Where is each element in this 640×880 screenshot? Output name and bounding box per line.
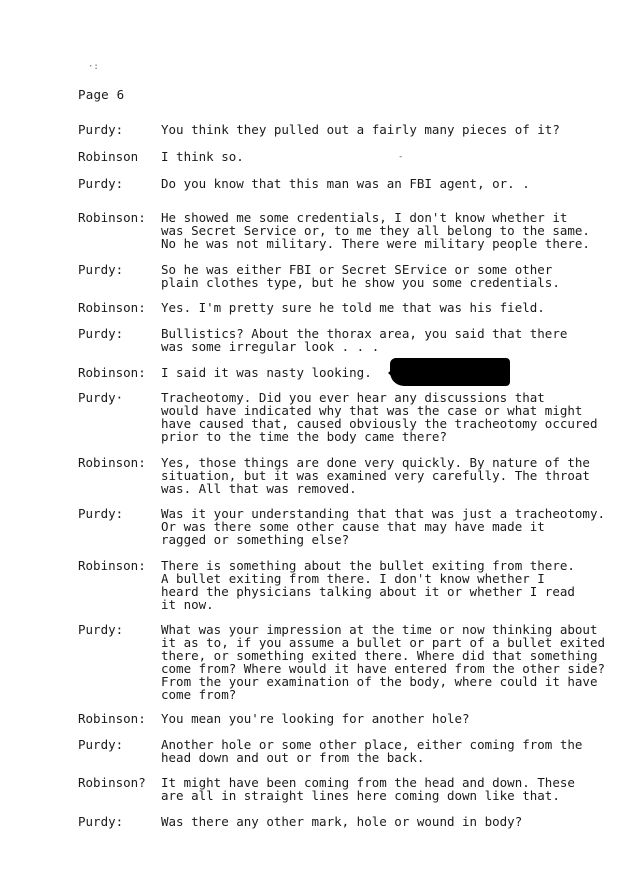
speaker-label: Purdy:	[78, 176, 124, 191]
speaker-label: Purdy:	[78, 326, 124, 341]
speaker-label: Purdy:	[78, 506, 124, 521]
redaction-mark	[390, 358, 510, 386]
transcript-entry	[78, 623, 630, 701]
utterance-text: He showed me some credentials, I don't know whether it was Secret Service or, to me they all belong to the same. No he was not military. There were military people there.	[161, 210, 590, 251]
utterance-text: Tracheotomy. Did you ever hear any discussions that would have indicated why that was the case or what might have caused that, caused obviously the tracheotomy occured prior to the time the body came there?	[161, 390, 598, 444]
transcript-entry	[78, 738, 630, 764]
speaker-label: Robinson:	[78, 365, 146, 380]
speaker-label: Robinson:	[78, 455, 146, 470]
speaker-label: Purdy:	[78, 122, 124, 137]
speaker-label: Robinson?	[78, 775, 146, 790]
transcript-entry	[78, 150, 630, 163]
scan-speck: ·:	[88, 62, 99, 72]
speaker-label: Purdy:	[78, 737, 124, 752]
utterance-text: You mean you're looking for another hole?	[161, 711, 470, 726]
speaker-label: Purdy:	[78, 814, 124, 829]
transcript-entry	[78, 366, 630, 379]
transcript-entry	[78, 456, 630, 495]
scan-mark: -	[398, 152, 404, 162]
utterance-text: Another hole or some other place, either coming from the head down and out or from the back.	[161, 737, 583, 765]
utterance-text: Bullistics? About the thorax area, you said that there was some irregular look . . .	[161, 326, 568, 354]
speaker-label: Robinson:	[78, 210, 146, 225]
transcript-entry	[78, 211, 630, 250]
speaker-label: Purdy·	[78, 390, 124, 405]
transcript-entry	[78, 263, 630, 289]
transcript-entry	[78, 559, 630, 611]
utterance-text: Do you know that this man was an FBI agent, or. .	[161, 176, 530, 191]
utterance-text: Was there any other mark, hole or wound in body?	[161, 814, 523, 829]
speaker-label: Purdy:	[78, 622, 124, 637]
speaker-label: Robinson:	[78, 711, 146, 726]
transcript-entry	[78, 301, 630, 314]
utterance-text: So he was either FBI or Secret SErvice or some other plain clothes type, but he show you some credentials.	[161, 262, 560, 290]
utterance-text: Was it your understanding that that was just a tracheotomy. Or was there some other cause that may have made it ragged or something else?	[161, 506, 606, 547]
transcript-entry	[78, 507, 630, 546]
page-number: Page 6	[78, 87, 125, 102]
speaker-label: Robinson:	[78, 300, 146, 315]
speaker-label: Robinson:	[78, 558, 146, 573]
utterance-text: Yes. I'm pretty sure he told me that was his field.	[161, 300, 545, 315]
utterance-text: I think so.	[161, 149, 244, 164]
utterance-text: I said it was nasty looking.	[161, 365, 372, 380]
utterance-text: What was your impression at the time or now thinking about it as to, if you assume a bullet or part of a bullet exited there, or something exited there. Where did that something come from? Where would it have entered from the other side? From the your examination of the body, where could it have come from?	[161, 622, 606, 702]
speaker-label: Purdy:	[78, 262, 124, 277]
utterance-text: It might have been coming from the head and down. These are all in straight lines here coming down like that.	[161, 775, 575, 803]
transcript-entry	[78, 712, 630, 725]
transcript-entry	[78, 177, 630, 190]
transcript-entry	[78, 391, 630, 443]
utterance-text: There is something about the bullet exiting from there. A bullet exiting from there. I don't know whether I heard the physicians talking about it or whether I read it now.	[161, 558, 575, 612]
transcript-entry	[78, 776, 630, 802]
utterance-text: Yes, those things are done very quickly. By nature of the situation, but it was examined very carefully. The throat was. All that was removed.	[161, 455, 590, 496]
utterance-text: You think they pulled out a fairly many pieces of it?	[161, 122, 560, 137]
transcript-entry	[78, 815, 630, 828]
speaker-label: Robinson	[78, 149, 139, 164]
transcript-entry	[78, 327, 630, 353]
transcript-entry	[78, 123, 630, 136]
